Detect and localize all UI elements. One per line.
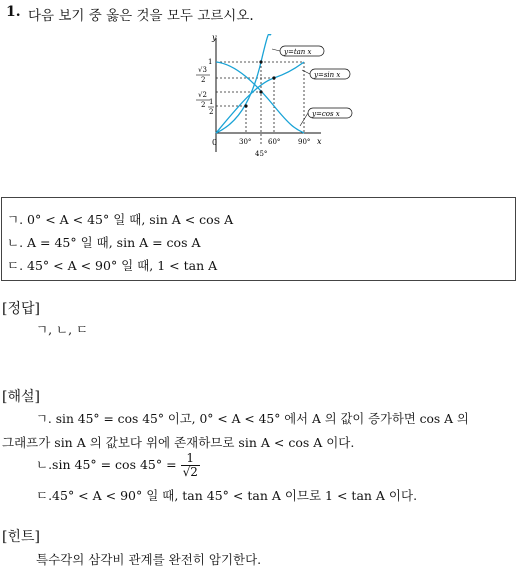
choices-box [1, 197, 516, 281]
ytick-half-den: 2 [209, 108, 214, 116]
trig-graph [176, 34, 356, 164]
dot-sin30 [244, 104, 247, 107]
y-axis-label: y [212, 34, 217, 42]
choice-nieun: ㄴ. A = 45° 일 때, sin A = cos A [7, 235, 201, 250]
ytick-sqrt3: √3 [198, 66, 207, 74]
origin-label: 0 [212, 138, 218, 147]
cos-curve [216, 62, 304, 133]
sin-label-pointer [302, 70, 310, 74]
ytick-1: 1 [208, 58, 213, 66]
dot-45 [259, 90, 262, 93]
ytick-sqrt3-den: 2 [201, 76, 206, 84]
question-text: 다음 보기 중 옳은 것을 모두 고르시오. [28, 8, 254, 24]
xtick-90: 90° [298, 138, 311, 146]
explanation-line-2: 그래프가 sin A 의 값보다 위에 존재하므로 sin A < cos A 이다. [2, 435, 355, 450]
tan-label-pointer [272, 49, 280, 51]
ytick-sqrt2: √2 [198, 91, 207, 99]
choice-giyeok: ㄱ. 0° < A < 45° 일 때, sin A < cos A [7, 212, 234, 227]
dot-60 [272, 76, 275, 79]
choice-digeut: ㄷ. 45° < A < 90° 일 때, 1 < tan A [7, 258, 218, 273]
x-axis-label: x [317, 137, 322, 146]
fraction-numerator: 1 [181, 452, 200, 466]
explanation-label: [해설] [2, 389, 40, 405]
answer-label: [정답] [2, 301, 40, 317]
cos-curve-label: y=cos x [312, 110, 340, 118]
fraction-one-over-sqrt2 [181, 452, 200, 479]
ytick-sqrt2-den: 2 [201, 101, 206, 109]
fraction-denominator: √2 [182, 465, 198, 479]
sin-curve [216, 62, 304, 133]
dot-tan45 [259, 60, 262, 63]
hint-label: [힌트] [2, 529, 40, 545]
answer-text: ㄱ, ㄴ, ㄷ [36, 322, 89, 337]
xtick-45: 45° [255, 150, 268, 158]
xtick-30: 30° [239, 138, 252, 146]
explanation-line-1: ㄱ. sin 45° = cos 45° 이고, 0° < A < 45° 에서 A 의 값이 증가하면 cos A 의 [36, 412, 469, 426]
explanation-line-4: ㄷ.45° < A < 90° 일 때, tan 45° < tan A 이므로 1 < tan A 이다. [36, 488, 418, 503]
ytick-half-num: 1 [209, 98, 214, 106]
explanation-line-3-prefix: ㄴ.sin 45° = cos 45° = [36, 457, 177, 472]
hint-text: 특수각의 삼각비 관계를 완전히 암기한다. [36, 552, 262, 567]
question-number: 1. [6, 4, 21, 20]
sin-curve-label: y=sin x [314, 71, 341, 79]
explanation-line-3 [36, 452, 200, 479]
tan-curve-label: y=tan x [284, 48, 312, 56]
xtick-60: 60° [268, 138, 281, 146]
